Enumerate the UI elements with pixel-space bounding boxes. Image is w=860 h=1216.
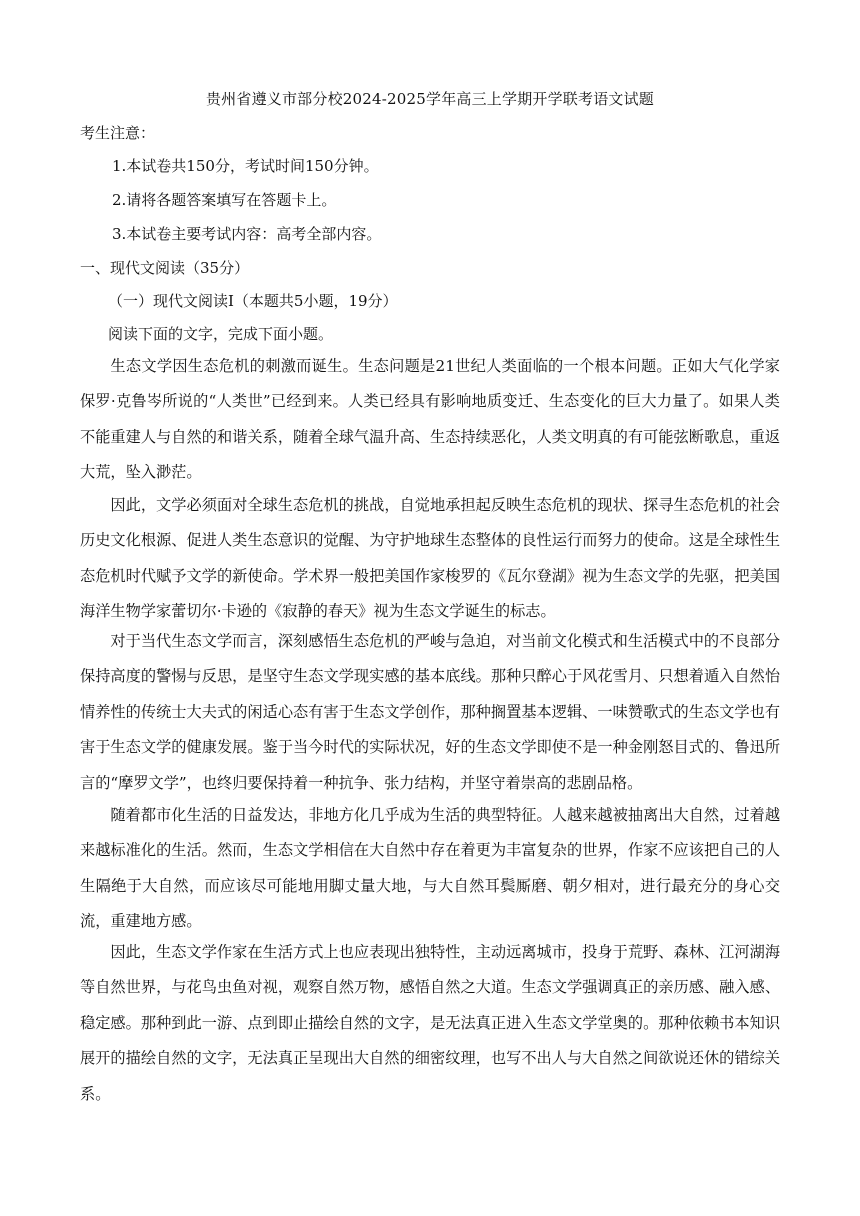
subsection-heading: （一）现代文阅读Ⅰ（本题共5小题，19分）	[108, 292, 398, 310]
paragraph-3: 对于当代生态文学而言，深刻感悟生态危机的严峻与急迫，对当前文化模式和生活模式中的不良部分保持高度的警惕与反思，是坚守生态文学现实感的基本底线。那种只醉心于风花雪月、只想着遁入自然怡情养性的传统士大夫式的闲适心态有害于生态文学创作，那种搁置基本逻辑、一味赞歌式的生态文学也有害于生态文学的健康发展。鉴于当今时代的实际状况，好的生态文学即使不是一种金刚怒目式的、鲁迅所言的“摩罗文学”，也终归要保持着一种抗争、张力结构，并坚守着崇高的悲剧品格。	[80, 632, 780, 792]
reading-instruction: 阅读下面的文字，完成下面小题。	[108, 325, 334, 343]
section-heading: 一、现代文阅读（35分）	[80, 259, 250, 277]
notice-heading: 考生注意：	[80, 124, 156, 142]
paragraph-2: 因此，文学必须面对全球生态危机的挑战，自觉地承担起反映生态危机的现状、探寻生态危机的社会历史文化根源、促进人类生态意识的觉醒、为守护地球生态整体的良性运行而努力的使命。这是全球性生态危机时代赋予文学的新使命。学术界一般把美国作家梭罗的《瓦尔登湖》视为生态文学的先驱，把美国海洋生物学家蕾切尔·卡逊的《寂静的春天》视为生态文学诞生的标志。	[80, 496, 780, 621]
paragraph-5: 因此，生态文学作家在生活方式上也应表现出独特性，主动远离城市，投身于荒野、森林、江河湖海等自然世界，与花鸟虫鱼对视，观察自然万物，感悟自然之大道。生态文学强调真正的亲历感、融入感、稳定感。那种到此一游、点到即止描绘自然的文字，是无法真正进入生态文学堂奥的。那种依赖书本知识展开的描绘自然的文字，无法真正呈现出大自然的细密纹理，也写不出人与大自然之间欲说还休的错综关系。	[80, 943, 780, 1103]
paragraph-4: 随着都市化生活的日益发达，非地方化几乎成为生活的典型特征。人越来越被抽离出大自然，过着越来越标准化的生活。然而，生态文学相信在大自然中存在着更为丰富复杂的世界，作家不应该把自己的人生隔绝于大自然，而应该尽可能地用脚丈量大地，与大自然耳鬓厮磨、朝夕相对，进行最充分的身心交流，重建地方感。	[80, 806, 780, 931]
notice-item-3: 3.本试卷主要考试内容：高考全部内容。	[112, 225, 382, 243]
document-title: 贵州省遵义市部分校2024-2025学年高三上学期开学联考语文试题	[205, 90, 655, 108]
notice-item-1: 1.本试卷共150分，考试时间150分钟。	[112, 157, 379, 175]
notice-item-2: 2.请将各题答案填写在答题卡上。	[112, 191, 337, 209]
paragraph-1: 生态文学因生态危机的刺激而诞生。生态问题是21世纪人类面临的一个根本问题。正如大气化学家保罗·克鲁岑所说的“人类世”已经到来。人类已经具有影响地质变迁、生态变化的巨大力量了。如果人类不能重建人与自然的和谐关系，随着全球气温升高、生态持续恶化，人类文明真的有可能弦断歌息，重返大荒，坠入渺茫。	[80, 357, 780, 482]
